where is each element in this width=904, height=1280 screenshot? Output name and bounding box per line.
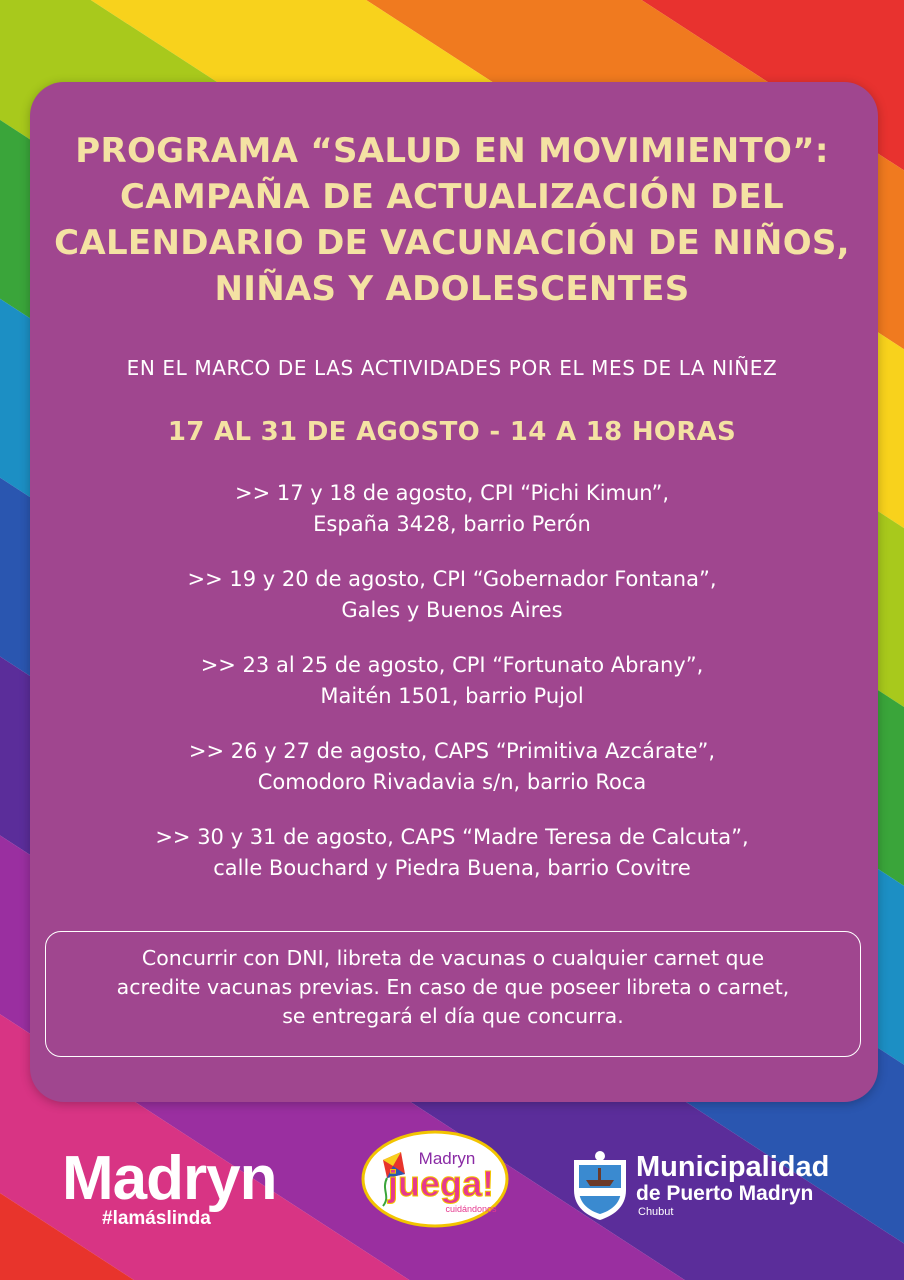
title-line: CALENDARIO DE VACUNACIÓN DE NIÑOS, [54, 223, 850, 263]
location-address: calle Bouchard y Piedra Buena, barrio Covitre [213, 856, 691, 880]
madryn-logo [62, 1144, 277, 1230]
madryn-logo-word: Madryn [62, 1144, 277, 1213]
note-line: se entregará el día que concurra. [282, 1004, 624, 1028]
juega-main-text: juega! [387, 1163, 495, 1204]
note-line: Concurrir con DNI, libreta de vacunas o cualquier carnet que [141, 946, 765, 970]
location-date-place: >> 23 al 25 de agosto, CPI “Fortunato Abrany”, [200, 653, 704, 677]
madryn-hashtag: #lamáslinda [102, 1208, 211, 1229]
municipality-province: Chubut [638, 1206, 674, 1218]
juega-top-text: Madryn [418, 1149, 476, 1168]
location-list [0, 478, 904, 908]
location-item [0, 736, 904, 798]
location-address: Gales y Buenos Aires [341, 598, 563, 622]
requirements-note [45, 931, 861, 1057]
title-line: PROGRAMA “SALUD EN MOVIMIENTO”: [75, 131, 829, 171]
note-line: acredite vacunas previas. En caso de que poseer libreta o carnet, [116, 975, 790, 999]
location-date-place: >> 30 y 31 de agosto, CAPS “Madre Teresa de Calcuta”, [155, 825, 749, 849]
location-item [0, 822, 904, 884]
title-line: NIÑAS Y ADOLESCENTES [214, 269, 690, 309]
municipality-line1: Municipalidad [636, 1151, 830, 1183]
madryn-juega-logo [361, 1130, 509, 1228]
date-range: 17 AL 31 DE AGOSTO - 14 A 18 HORAS [167, 417, 737, 447]
municipal-shield-icon [570, 1150, 630, 1222]
location-address: Comodoro Rivadavia s/n, barrio Roca [257, 770, 647, 794]
subtitle: EN EL MARCO DE LAS ACTIVIDADES POR EL MES DE LA NIÑEZ [126, 356, 778, 380]
location-date-place: >> 19 y 20 de agosto, CPI “Gobernador Fontana”, [187, 567, 717, 591]
location-address: Maitén 1501, barrio Pujol [320, 684, 584, 708]
title-line: CAMPAÑA DE ACTUALIZACIÓN DEL [119, 177, 785, 217]
location-date-place: >> 26 y 27 de agosto, CAPS “Primitiva Azcárate”, [188, 739, 716, 763]
location-item [0, 564, 904, 626]
location-address: España 3428, barrio Perón [313, 512, 591, 536]
juega-sub-text: cuidándonos [445, 1204, 497, 1214]
location-date-place: >> 17 y 18 de agosto, CPI “Pichi Kimun”, [234, 481, 670, 505]
page-title [0, 128, 904, 312]
municipality-line2: de Puerto Madryn [636, 1182, 814, 1205]
location-item [0, 478, 904, 540]
location-item [0, 650, 904, 712]
municipality-logo [570, 1150, 860, 1230]
municipality-name [636, 1152, 829, 1218]
